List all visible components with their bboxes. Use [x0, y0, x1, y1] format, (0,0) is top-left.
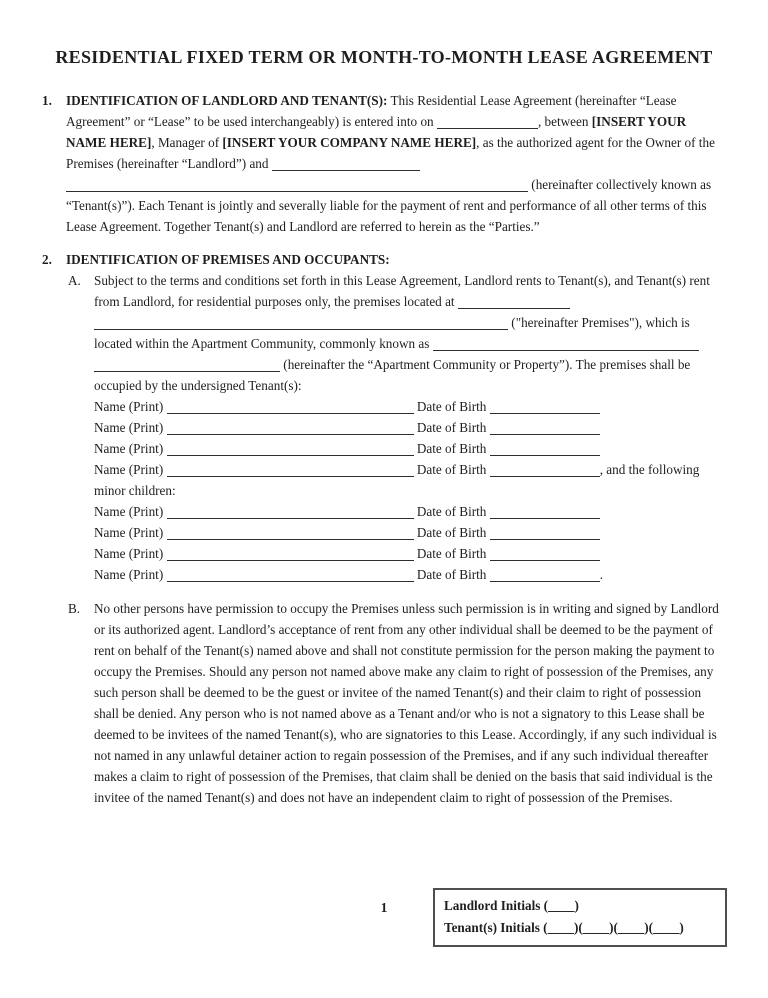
blank-premises-address-line1: [458, 294, 570, 309]
blank-minor-dob-2: [490, 525, 600, 540]
blank-community-name-line1: [433, 336, 699, 351]
minor-child-row: [94, 564, 720, 585]
name-print-label: Name (Print): [94, 420, 164, 435]
dob-label: Date of Birth: [416, 546, 487, 561]
blank-minor-name-2: [167, 525, 414, 540]
blank-occupant-dob-1: [490, 399, 600, 414]
subsection-a-label: A.: [68, 273, 81, 288]
blank-occupant-name-3: [167, 441, 414, 456]
blank-minor-name-4: [167, 567, 414, 582]
page-number: 1: [380, 900, 388, 915]
document-title: RESIDENTIAL FIXED TERM OR MONTH-TO-MONTH LEASE AGREEMENT: [55, 47, 713, 67]
dob-label: Date of Birth: [416, 399, 487, 414]
section-2-number: 2.: [42, 252, 52, 267]
text-run: , Manager of: [151, 135, 223, 150]
section-1-paragraph: [66, 90, 720, 237]
dob-label: Date of Birth: [416, 567, 487, 582]
blank-premises-address-line2: [94, 315, 508, 330]
dob-label: Date of Birth: [416, 525, 487, 540]
landlord-initials-line: Landlord Initials (____): [444, 898, 579, 913]
blank-occupant-dob-4: [490, 462, 600, 477]
subsection-a-paragraph: [94, 270, 720, 396]
blank-occupant-name-1: [167, 399, 414, 414]
name-print-label: Name (Print): [94, 546, 164, 561]
blank-minor-name-1: [167, 504, 414, 519]
name-print-label: Name (Print): [94, 525, 164, 540]
text-run: , between: [537, 114, 592, 129]
text-run: (hereinafter collectively known as “Tenant(s)”). Each Tenant is jointly and severally liable for the payment of rent and performance of all other terms of this Lease Agreement. Together Tenant(s) and Landlord are referred to herein as the “Parties.”: [66, 177, 712, 234]
company-name-placeholder: [INSERT YOUR COMPANY NAME HERE]: [222, 135, 477, 150]
dob-label: Date of Birth: [416, 462, 487, 477]
blank-minor-dob-1: [490, 504, 600, 519]
tenant-initials-line: Tenant(s) Initials (____)(____)(____)(____): [444, 920, 684, 935]
section-2-heading: IDENTIFICATION OF PREMISES AND OCCUPANTS:: [66, 252, 390, 267]
row-suffix: , and the following: [599, 462, 700, 477]
subsection-b-label: B.: [68, 601, 81, 616]
subsection-b-paragraph: No other persons have permission to occupy the Premises unless such permission is in writing and signed by Landlord or its authorized agent. Landlord’s acceptance of rent from any other individual shall be deemed to be the payment of rent on behalf of the Tenant(s) named above and shall not constitute permission for the person making the payment to occupy the Premises. Should any person not named above make any claim to right of possession of the Premises, any such person shall be deemed to be the guest or invitee of the named Tenant(s) and their claim to right of possession shall be denied. Any person who is not named above as a Tenant and/or who is not a signatory to this Lease shall be deemed to be invitees of the named Tenant(s), who are signatories to this Lease. Accordingly, if any such individual is not named in any unlawful detainer action to regain possession of the Premises, and if any such individual thereafter makes a claim to right of possession of the Premises, that claim shall be denied on the basis that said individual is the invitee of the named Tenant(s) and does not have an independent claim to right of possession of the Premises.: [94, 601, 719, 805]
section-1: [42, 90, 720, 237]
occupant-row: [94, 417, 720, 438]
blank-tenant-names-line1: [272, 156, 420, 171]
dob-label: Date of Birth: [416, 441, 487, 456]
blank-agreement-date: [437, 114, 538, 129]
text-run: Subject to the terms and conditions set forth in this Lease Agreement, Landlord rents to Tenant(s), and Tenant(s) rent from Landlord, for residential purposes only, the premises located at: [94, 273, 710, 309]
section-1-number: 1.: [42, 93, 52, 108]
blank-minor-dob-3: [490, 546, 600, 561]
subsection-b: [68, 598, 720, 808]
section-1-heading: IDENTIFICATION OF LANDLORD AND TENANT(S):: [66, 93, 388, 108]
text-run: (hereinafter the “Apartment Community or Property”). The premises shall be occupied by the undersigned Tenant(s):: [94, 357, 691, 393]
subsection-a: [68, 270, 720, 585]
dob-label: Date of Birth: [416, 420, 487, 435]
blank-occupant-name-4: [167, 462, 414, 477]
blank-occupant-dob-3: [490, 441, 600, 456]
blank-community-name-line2: [94, 357, 280, 372]
blank-minor-dob-4: [490, 567, 600, 582]
minor-child-row: [94, 543, 720, 564]
row-suffix: .: [599, 567, 603, 582]
occupant-row: [94, 438, 720, 459]
text-run: , as the authorized agent for the Owner of the Premises (hereinafter “Landlord”) and: [66, 135, 715, 171]
name-print-label: Name (Print): [94, 441, 164, 456]
text-run: ("hereinafter Premises"), which is located within the Apartment Community, commonly known as: [94, 315, 690, 351]
name-print-label: Name (Print): [94, 399, 164, 414]
blank-occupant-dob-2: [490, 420, 600, 435]
blank-occupant-name-2: [167, 420, 414, 435]
name-print-label: Name (Print): [94, 462, 164, 477]
dob-label: Date of Birth: [416, 504, 487, 519]
name-print-label: Name (Print): [94, 504, 164, 519]
landlord-name-placeholder: [INSERT YOUR NAME HERE]: [66, 114, 687, 150]
name-print-label: Name (Print): [94, 567, 164, 582]
blank-minor-name-3: [167, 546, 414, 561]
section-2: [42, 249, 720, 808]
text-run: This Residential Lease Agreement (hereinafter “Lease Agreement” or “Lease” to be used interchangeably) is entered into on: [66, 93, 677, 129]
occupant-row: [94, 459, 720, 480]
occupant-row: [94, 396, 720, 417]
initials-box: [433, 888, 727, 947]
minor-child-row: [94, 522, 720, 543]
blank-tenant-names-line2: [66, 177, 528, 192]
minor-children-heading: minor children:: [94, 483, 176, 498]
minor-child-row: [94, 501, 720, 522]
